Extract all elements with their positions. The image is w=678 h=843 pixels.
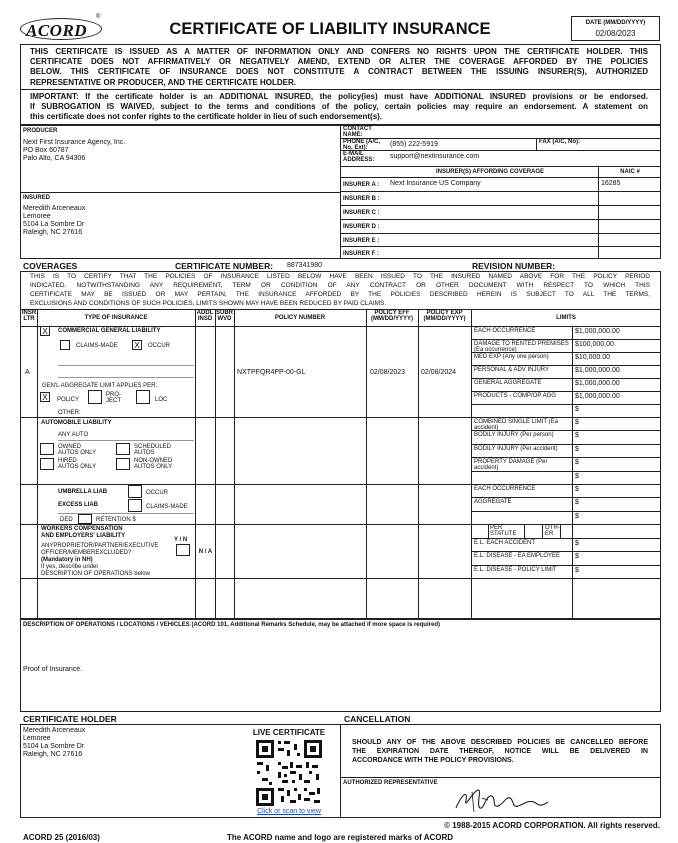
page-title: CERTIFICATE OF LIABILITY INSURANCE (169, 20, 491, 38)
umb-limit-value: $ (575, 499, 579, 507)
date-value: 02/08/2023 (595, 29, 636, 38)
auto-limit-label: COMBINED SINGLE LIMIT (Ea accident) (474, 419, 558, 431)
umb-limit-label: AGGREGATE (474, 499, 512, 506)
gl-limit-label: DAMAGE TO RENTED PREMISES (Ea occurrence) (474, 341, 569, 353)
umb-limit-value: $ (575, 486, 579, 493)
auto-limit-value: $ (575, 445, 579, 453)
gl-limit-value: $1,000,000.00 (575, 328, 620, 335)
signature (452, 786, 552, 816)
auto-limit-label: BODILY INJURY (Per person) (474, 432, 554, 439)
policy-eff-date: 02/08/2023 (370, 369, 406, 376)
wc-limit-label: E.L. DISEASE - EA EMPLOYEE (474, 553, 561, 560)
gl-limit-label: EACH OCCURRENCE (474, 328, 536, 334)
wc-limit-value: $ (575, 553, 579, 561)
gl-limit-label: MED EXP (Any one person) (474, 354, 549, 360)
umb-limit-value: $ (575, 512, 579, 520)
gl-limit-value: $1,000,000.00 (575, 367, 620, 374)
description-text: Proof of Insurance. (23, 666, 83, 673)
auto-limit-label: BODILY INJURY (Per accident) (474, 445, 558, 452)
loc-checkbox[interactable] (136, 390, 150, 404)
gl-limit-value: $ (575, 406, 579, 413)
gl-limit-label: PRODUCTS - COMP/OP AGG (474, 393, 556, 399)
wc-limit-label: E.L. DISEASE - POLICY LIMIT (474, 566, 557, 573)
auto-limit-value: $ (575, 432, 579, 440)
owned-autos-checkbox (40, 443, 54, 455)
acord-logo: ACORD ® (20, 14, 102, 44)
certificate-number: 887341980 (287, 262, 323, 269)
hired-autos-checkbox (40, 458, 54, 470)
wc-limit-value: $ (575, 566, 579, 574)
policy-number: NXTPFQR4PP-00-GL (237, 369, 306, 376)
occur-checkbox[interactable]: X (132, 340, 142, 350)
email-link[interactable]: support@nextinsurance.com (390, 153, 480, 160)
qr-code-icon[interactable] (254, 738, 324, 808)
umbrella-claims-checkbox (128, 499, 142, 512)
claims-made-checkbox[interactable] (60, 340, 70, 350)
gl-limit-label: PERSONAL & ADV INJURY (474, 367, 550, 373)
policy-exp-date: 02/08/2024 (421, 369, 457, 376)
umbrella-occur-checkbox (128, 485, 142, 498)
project-checkbox[interactable] (88, 390, 102, 404)
umb-limit-label: EACH OCCURRENCE (474, 486, 536, 492)
gl-limit-label: GENERAL AGGREGATE (474, 380, 542, 386)
policy-checkbox[interactable]: X (40, 392, 50, 402)
gl-limit-value: $1,000,000.00 (575, 380, 620, 387)
auto-limit-label: PROPERTY DAMAGE (Per accident) (474, 459, 548, 472)
gl-checkbox[interactable]: X (40, 326, 50, 336)
gl-limit-value: $100,000.00 (575, 341, 614, 348)
description-box (20, 619, 661, 712)
nonowned-autos-checkbox (116, 458, 130, 470)
scheduled-autos-checkbox (116, 443, 130, 455)
wc-excluded-checkbox (176, 544, 190, 556)
auto-limit-value: $ (575, 459, 579, 467)
ded-checkbox (78, 514, 92, 524)
wc-limit-label: E.L. EACH ACCIDENT (474, 540, 536, 546)
gl-limit-value: $10,000.00 (575, 354, 611, 361)
date-box: DATE (MM/DD/YYYY) 02/08/2023 (571, 16, 660, 41)
scan-link[interactable]: Click or scan to view (257, 808, 321, 815)
gl-limit-value: $1,000,000.00 (575, 393, 620, 400)
wc-limit-value: $ (575, 540, 579, 547)
auto-limit-value: $ (575, 472, 579, 480)
auto-limit-value: $ (575, 419, 579, 426)
